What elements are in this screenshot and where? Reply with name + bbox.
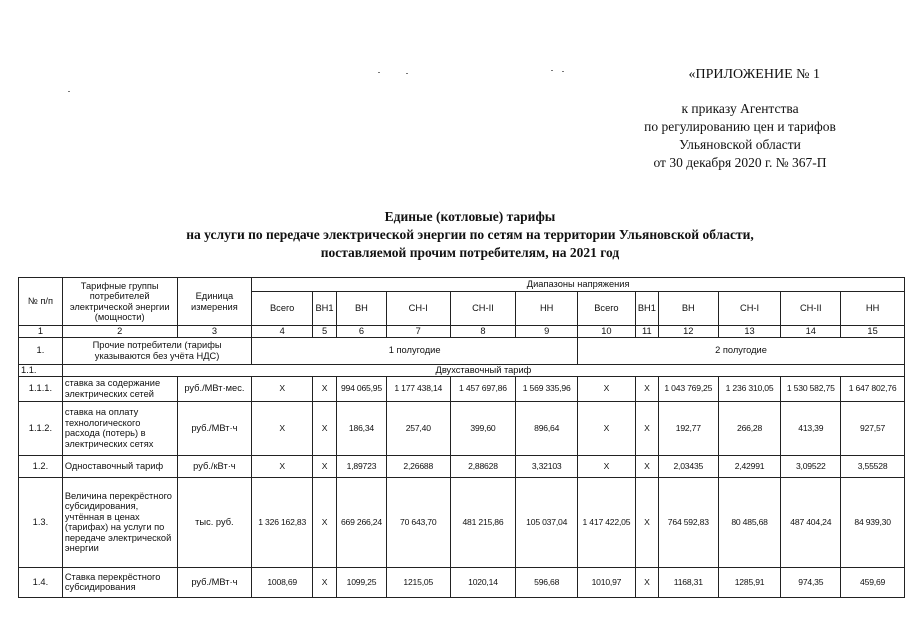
table-cell: Х	[635, 567, 658, 597]
title-line: поставляемой прочим потребителям, на 2021 год	[320, 245, 620, 260]
table-cell: Х	[578, 401, 636, 455]
row-unit: руб./МВт·ч	[177, 401, 252, 455]
row-number: 1.1.1.	[19, 376, 63, 401]
table-cell: 2,88628	[450, 455, 516, 477]
header-num: № п/п	[19, 278, 63, 326]
column-number: 10	[578, 326, 636, 338]
tariffs-table	[18, 277, 905, 598]
table-cell: 481 215,86	[450, 477, 516, 567]
scan-speck	[378, 72, 380, 73]
table-cell: 1215,05	[386, 567, 450, 597]
table-cell: 1168,31	[658, 567, 718, 597]
table-cell: 413,39	[781, 401, 841, 455]
row-name: ставка на оплату технологического расхода (потерь) в электрических сетях	[62, 401, 177, 455]
appendix-line: Ульяновской области	[679, 137, 801, 152]
table-cell: Х	[635, 455, 658, 477]
table-cell: 994 065,95	[337, 376, 387, 401]
header-voltage: ВН	[658, 292, 718, 326]
table-cell: 84 939,30	[841, 477, 905, 567]
table-cell: 1 417 422,05	[578, 477, 636, 567]
header-voltage: Всего	[252, 292, 313, 326]
row-name: Величина перекрёстного субсидирования, учтённая в ценах (тарифах) на услуги по передаче электрической энергии	[62, 477, 177, 567]
row-name: Ставка перекрёстного субсидирования	[62, 567, 177, 597]
table-cell: 3,32103	[516, 455, 578, 477]
scan-speck	[562, 71, 564, 72]
table-cell: 1 326 162,83	[252, 477, 313, 567]
table-row	[19, 455, 905, 477]
table-cell: Х	[313, 455, 337, 477]
table-cell: 487 404,24	[781, 477, 841, 567]
section-row	[19, 337, 905, 364]
row-unit: руб./МВт·ч	[177, 567, 252, 597]
table-cell: 105 037,04	[516, 477, 578, 567]
table-cell: Х	[578, 376, 636, 401]
column-number: 7	[386, 326, 450, 338]
subsection-row	[19, 364, 905, 376]
column-number: 5	[313, 326, 337, 338]
row-number: 1.3.	[19, 477, 63, 567]
column-numbers-row	[19, 326, 905, 338]
table-cell: 1285,91	[718, 567, 781, 597]
row-number: 1.1.	[19, 364, 63, 376]
table-cell: 459,69	[841, 567, 905, 597]
column-number: 11	[635, 326, 658, 338]
document-title	[120, 208, 820, 262]
column-number: 12	[658, 326, 718, 338]
table-cell: Х	[635, 477, 658, 567]
table-cell: 1 569 335,96	[516, 376, 578, 401]
table-cell: 3,55528	[841, 455, 905, 477]
table-cell: 596,68	[516, 567, 578, 597]
header-unit: Единица измерения	[177, 278, 252, 326]
table-cell: 2,03435	[658, 455, 718, 477]
column-number: 6	[337, 326, 387, 338]
table-cell: 1010,97	[578, 567, 636, 597]
column-number: 15	[841, 326, 905, 338]
table-cell: Х	[313, 401, 337, 455]
header-groups: Тарифные группы потребителей электрической энергии (мощности)	[62, 278, 177, 326]
row-unit: руб./МВт·мес.	[177, 376, 252, 401]
appendix-line: по регулированию цен и тарифов	[644, 119, 836, 134]
table-cell: 974,35	[781, 567, 841, 597]
row-unit: тыс. руб.	[177, 477, 252, 567]
table-cell: 764 592,83	[658, 477, 718, 567]
table-cell: 186,34	[337, 401, 387, 455]
table-row	[19, 401, 905, 455]
table-cell: Х	[635, 401, 658, 455]
scan-speck	[406, 73, 408, 74]
table-cell: 927,57	[841, 401, 905, 455]
table-cell: 1,89723	[337, 455, 387, 477]
table-cell: 1 647 802,76	[841, 376, 905, 401]
row-unit: руб./кВт·ч	[177, 455, 252, 477]
table-cell: 1 236 310,05	[718, 376, 781, 401]
table-cell: Х	[313, 477, 337, 567]
table-cell: 1 457 697,86	[450, 376, 516, 401]
header-voltage: СН-II	[450, 292, 516, 326]
table-cell: 399,60	[450, 401, 516, 455]
column-number: 3	[177, 326, 252, 338]
table-cell: 669 266,24	[337, 477, 387, 567]
section-label: Прочие потребители (тарифы указываются без учёта НДС)	[62, 337, 251, 364]
table-cell: 1 043 769,25	[658, 376, 718, 401]
table-cell: 257,40	[386, 401, 450, 455]
appendix-header	[600, 66, 860, 172]
table-cell: Х	[252, 401, 313, 455]
row-name: ставка за содержание электрических сетей	[62, 376, 177, 401]
scan-speck	[68, 91, 70, 92]
column-number: 8	[450, 326, 516, 338]
column-number: 4	[252, 326, 313, 338]
row-number: 1.1.2.	[19, 401, 63, 455]
half-year-label: 1 полугодие	[252, 337, 578, 364]
row-number: 1.	[19, 337, 63, 364]
header-voltage: НН	[516, 292, 578, 326]
column-number: 2	[62, 326, 177, 338]
header-row	[19, 278, 905, 292]
half-year-label: 2 полугодие	[578, 337, 905, 364]
table-cell: 1008,69	[252, 567, 313, 597]
header-voltage: СН-I	[718, 292, 781, 326]
title-line: на услуги по передаче электрической энергии по сетям на территории Ульяновской области,	[186, 227, 754, 242]
table-cell: 1099,25	[337, 567, 387, 597]
table-cell: 3,09522	[781, 455, 841, 477]
table-row	[19, 376, 905, 401]
table-cell: 80 485,68	[718, 477, 781, 567]
table-cell: Х	[313, 376, 337, 401]
table-cell: Х	[313, 567, 337, 597]
table-cell: 2,42991	[718, 455, 781, 477]
row-name: Одноставочный тариф	[62, 455, 177, 477]
column-number: 14	[781, 326, 841, 338]
table-row	[19, 477, 905, 567]
table-cell: 896,64	[516, 401, 578, 455]
title-line: Единые (котловые) тарифы	[384, 209, 556, 224]
table-cell: Х	[635, 376, 658, 401]
header-voltage: ВН1	[635, 292, 658, 326]
appendix-line: к приказу Агентства	[681, 101, 799, 116]
header-voltage: ВН	[337, 292, 387, 326]
table-cell: 1 177 438,14	[386, 376, 450, 401]
table-cell: Х	[252, 455, 313, 477]
table-cell: 1020,14	[450, 567, 516, 597]
row-number: 1.4.	[19, 567, 63, 597]
table-cell: Х	[252, 376, 313, 401]
header-voltage: Всего	[578, 292, 636, 326]
row-number: 1.2.	[19, 455, 63, 477]
subsection-label: Двухставочный тариф	[62, 364, 904, 376]
column-number: 9	[516, 326, 578, 338]
appendix-line: от 30 декабря 2020 г. № 367-П	[653, 155, 827, 170]
column-number: 1	[19, 326, 63, 338]
header-voltage: НН	[841, 292, 905, 326]
column-number: 13	[718, 326, 781, 338]
header-voltage: СН-II	[781, 292, 841, 326]
header-voltage: СН-I	[386, 292, 450, 326]
header-voltage: ВН1	[313, 292, 337, 326]
table-cell: 192,77	[658, 401, 718, 455]
table-cell: Х	[578, 455, 636, 477]
scan-speck	[551, 70, 553, 71]
table-cell: 1 530 582,75	[781, 376, 841, 401]
appendix-title: «ПРИЛОЖЕНИЕ № 1	[688, 67, 820, 82]
table-cell: 2,26688	[386, 455, 450, 477]
table-cell: 70 643,70	[386, 477, 450, 567]
table-cell: 266,28	[718, 401, 781, 455]
table-row	[19, 567, 905, 597]
header-ranges: Диапазоны напряжения	[252, 278, 905, 292]
